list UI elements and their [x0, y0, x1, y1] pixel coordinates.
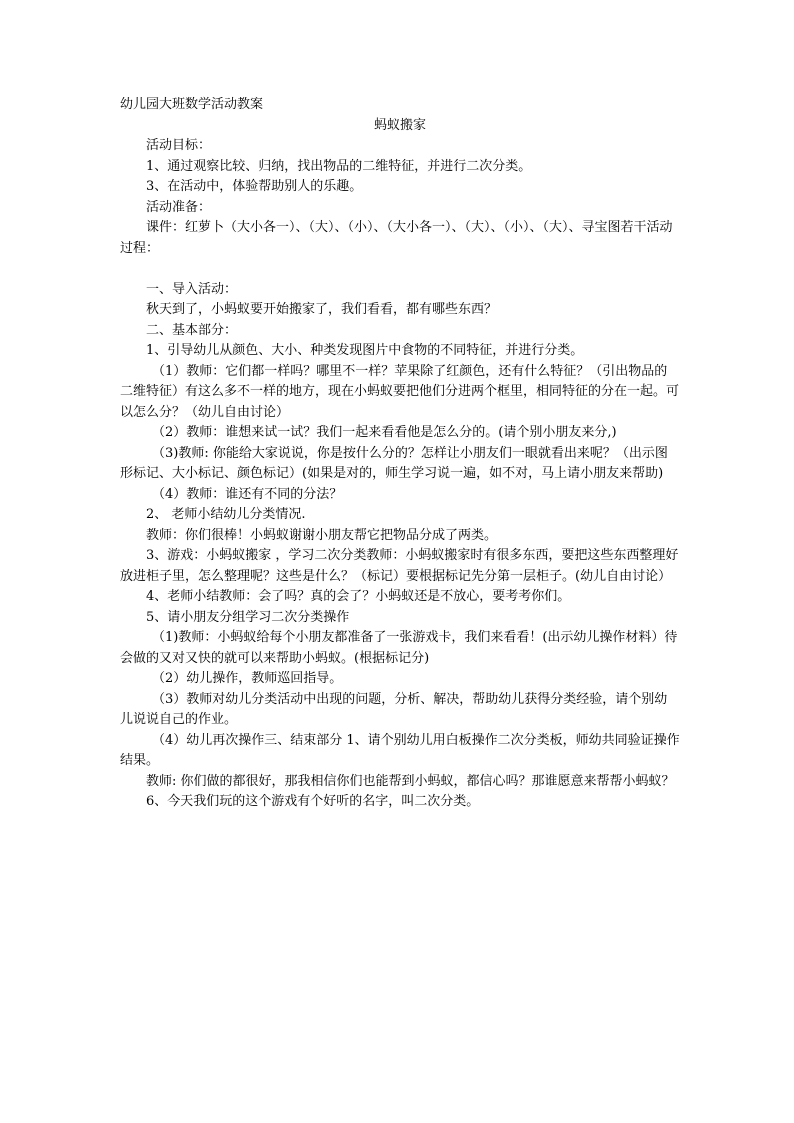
paragraph: （3）教师对幼儿分类活动中出现的问题，分析、解决，帮助幼儿获得分类经验，请个别幼儿说说自己的作业。 — [120, 691, 668, 727]
paragraph: 活动准备： — [146, 199, 212, 215]
paragraph: 一、导入活动： — [146, 281, 238, 297]
paragraph: （1）教师：它们都一样吗？哪里不一样？苹果除了红颜色，还有什么特征？（引出物品的二维特征）有这么多不一样的地方，现在小蚂蚁要把他们分进两个框里，相同特征的分在一起。可以怎么分？（幼儿自由讨论） — [120, 363, 680, 420]
paragraph: （3)教师: 你能给大家说说，你是按什么分的？怎样让小朋友们一眼就看出来呢？（出示图形标记、大小标记、颜色标记）(如果是对的，师生学习说一遍，如不对，马上请小朋友来帮助) — [120, 445, 668, 481]
lesson-title: 蚂蚁搬家 — [373, 117, 426, 133]
paragraph: （2）幼儿操作，教师巡回指导。 — [152, 671, 343, 686]
document-page — [120, 95, 680, 813]
paragraph: 课件：红萝卜（大小各一）、（大）、（小）、（大小各一）、（大）、（小）、（大）、寻宝图若干活动过程： — [120, 220, 673, 256]
paragraph: 5、请小朋友分组学习二次分类操作 — [146, 609, 350, 625]
paragraph: 教师: 你们做的都很好，那我相信你们也能帮到小蚂蚁，都信心吗？那谁愿意来帮帮小蚂蚁？ — [146, 773, 675, 789]
paragraph: （1)教师：小蚂蚁给每个小朋友都准备了一张游戏卡，我们来看看！(出示幼儿操作材料）待会做的又对又快的就可以来帮助小蚂蚁。(根据标记分) — [120, 630, 678, 666]
paragraph: 2、 老师小结幼儿分类情况. — [146, 507, 306, 522]
blank-line — [120, 259, 680, 280]
document-body — [120, 136, 680, 813]
paragraph: 活动目标： — [146, 138, 212, 153]
paragraph: （4）幼儿再次操作三、结束部分 1、请个别幼儿用白板操作二次分类板，师幼共同验证操作结果。 — [120, 732, 680, 768]
paragraph: 二、基本部分： — [146, 322, 238, 338]
paragraph: 秋天到了，小蚂蚁要开始搬家了，我们看看，都有哪些东西？ — [146, 302, 498, 317]
paragraph: 4、老师小结教师：会了吗？真的会了？小蚂蚁还是不放心，要考考你们。 — [146, 589, 571, 604]
paragraph: （4）教师：谁还有不同的分法？ — [152, 486, 343, 502]
paragraph: 3、在活动中，体验帮助别人的乐趣。 — [146, 179, 363, 194]
paragraph: 6、今天我们玩的这个游戏有个好听的名字，叫二次分类。 — [146, 794, 480, 809]
document-header-title: 幼儿园大班数学活动教案 — [120, 97, 264, 112]
paragraph: 1、引导幼儿从颜色、大小、种类发现图片中食物的不同特征，并进行分类。 — [146, 343, 584, 358]
paragraph: （2）教师：谁想来试一试？我们一起来看看他是怎么分的。(请个别小朋友来分,) — [152, 425, 617, 440]
paragraph: 教师：你们很棒！小蚂蚁谢谢小朋友帮它把物品分成了两类。 — [146, 527, 498, 543]
paragraph: 3、游戏：小蚂蚁搬家 ，学习二次分类教师：小蚂蚁搬家时有很多东西，要把这些东西整理好放进柜子里，怎么整理呢？这些是什么？（标记）要根据标记先分第一层柜子。(幼儿自由讨论） — [120, 548, 679, 584]
paragraph: 1、通过观察比较、归纳，找出物品的二维特征，并进行二次分类。 — [146, 158, 532, 174]
